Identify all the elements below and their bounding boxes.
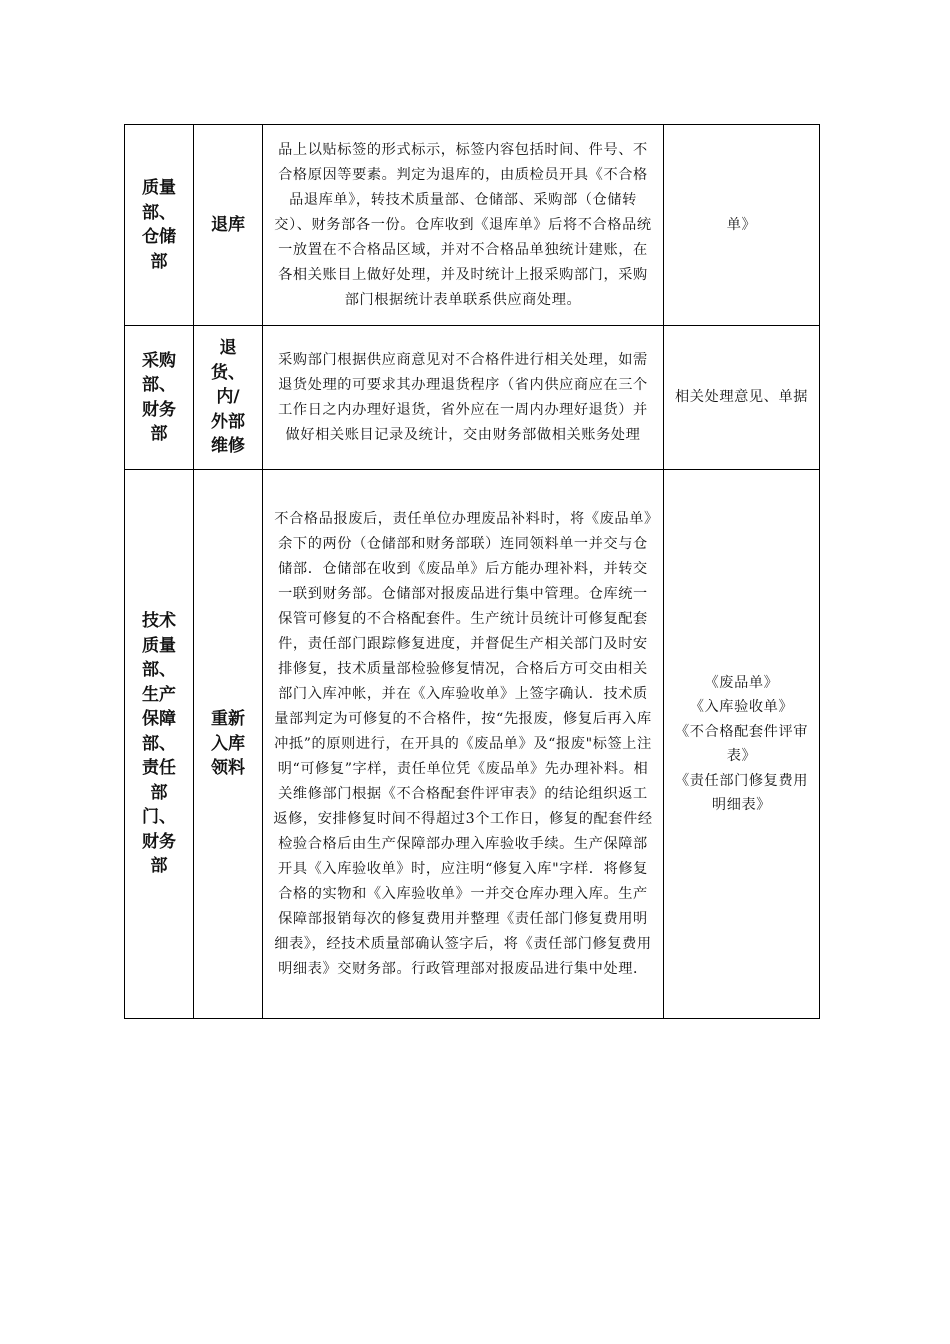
description-cell: 品上以贴标签的形式标示，标签内容包括时间、件号、不合格原因等要素。判定为退库的，由质检员开具《不合格品退库单》，转技术质量部、仓储部、采购部（仓储转交）、财务部各一份。仓库收到《退库单》后将不合格品统一放置在不合格品区域，并对不合格品单独统计建账，在各相关账目上做好处理，并及时统计上报采购部门，采购部门根据统计表单联系供应商处理。 <box>263 125 664 326</box>
description-cell: 不合格品报废后，责任单位办理废品补料时，将《废品单》余下的两份（仓储部和财务部联）连同领料单一并交与仓储部．仓储部在收到《废品单》后方能办理补料，并转交一联到财务部。仓储部对报废品进行集中管理。仓库统一保管可修复的不合格配套件。生产统计员统计可修复配套件，责任部门跟踪修复进度，并督促生产相关部门及时安排修复，技术质量部检验修复情况，合格后方可交由相关部门入库冲帐，并在《入库验收单》上签字确认．技术质量部判定为可修复的不合格件，按“先报废，修复后再入库冲抵”的原则进行，在开具的《废品单》及“报废"标签上注明“可修复”字样，责任单位凭《废品单》先办理补料。相关维修部门根据《不合格配套件评审表》的结论组织返工返修，安排修复时间不得超过3个工作日，修复的配套件经检验合格后由生产保障部办理入库验收手续。生产保障部开具《入库验收单》时，应注明“修复入库"字样．将修复合格的实物和《入库验收单》一并交仓库办理入库。生产保障部报销每次的修复费用并整理《责任部门修复费用明细表》，经技术质量部确认签字后，将《责任部门修复费用明细表》交财务部。行政管理部对报废品进行集中处理． <box>263 470 664 1019</box>
process-table <box>124 124 820 1019</box>
table-row <box>125 470 820 1019</box>
department-cell: 质量部、仓储部 <box>125 125 194 326</box>
documents-cell: 单》 <box>664 125 820 326</box>
table-row <box>125 125 820 326</box>
table-row <box>125 326 820 470</box>
step-cell: 重新入库领料 <box>194 470 263 1019</box>
documents-cell: 《废品单》 《入库验收单》 《不合格配套件评审表》 《责任部门修复费用明细表》 <box>664 470 820 1019</box>
step-cell: 退库 <box>194 125 263 326</box>
description-cell: 采购部门根据供应商意见对不合格件进行相关处理，如需退货处理的可要求其办理退货程序（省内供应商应在三个工作日之内办理好退货，省外应在一周内办理好退货）并做好相关账目记录及统计，交由财务部做相关账务处理 <box>263 326 664 470</box>
department-cell: 技术质量部、生产保障部、责任部门、财务部 <box>125 470 194 1019</box>
department-cell: 采购部、财务部 <box>125 326 194 470</box>
step-cell: 退货、内/外部维修 <box>194 326 263 470</box>
documents-cell: 相关处理意见、单据 <box>664 326 820 470</box>
